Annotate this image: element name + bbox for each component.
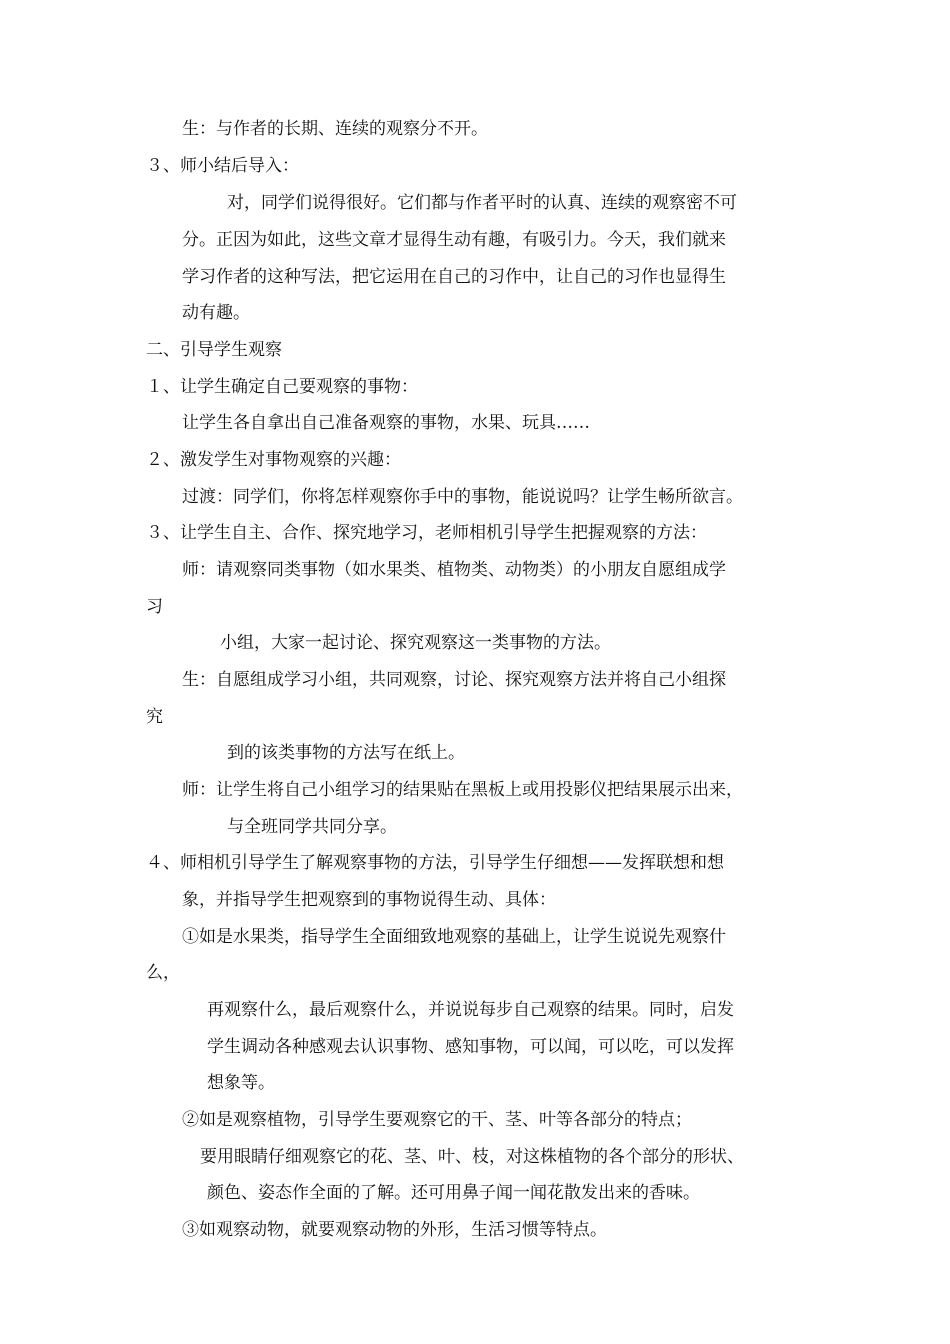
text-line: 到的该类事物的方法写在纸上。 <box>227 743 465 763</box>
text-line: 生：自愿组成学习小组，共同观察，讨论、探究观察方法并将自己小组探 <box>182 670 726 690</box>
text-line: ２、激发学生对事物观察的兴趣： <box>146 450 401 470</box>
text-line: 学生调动各种感观去认识事物、感知事物，可以闻，可以吃，可以发挥 <box>207 1037 734 1057</box>
text-line: ①如是水果类，指导学生全面细致地观察的基础上，让学生说说先观察什 <box>182 927 726 947</box>
text-line: 再观察什么，最后观察什么，并说说每步自己观察的结果。同时，启发 <box>207 1000 734 1020</box>
text-line: 小组，大家一起讨论、探究观察这一类事物的方法。 <box>220 633 611 653</box>
text-line: １、让学生确定自己要观察的事物： <box>146 377 418 397</box>
text-line: 要用眼睛仔细观察它的花、茎、叶、枝，对这株植物的各个部分的形状、 <box>200 1147 744 1167</box>
text-line: ③如观察动物，就要观察动物的外形，生活习惯等特点。 <box>182 1220 607 1240</box>
text-line: 过渡：同学们，你将怎样观察你手中的事物，能说说吗？让学生畅所欲言。 <box>182 487 743 507</box>
text-line: 对，同学们说得很好。它们都与作者平时的认真、连续的观察密不可 <box>227 193 737 213</box>
text-line: 么， <box>146 963 180 983</box>
section-heading: 二、引导学生观察 <box>146 340 282 360</box>
text-line: 究 <box>146 707 163 727</box>
text-line: ②如是观察植物，引导学生要观察它的干、茎、叶等各部分的特点； <box>182 1110 692 1130</box>
text-line: 与全班同学共同分享。 <box>227 817 397 837</box>
text-line: 分。正因为如此，这些文章才显得生动有趣，有吸引力。今天，我们就来 <box>182 230 726 250</box>
text-line: 师：让学生将自己小组学习的结果贴在黑板上或用投影仪把结果展示出来， <box>182 780 743 800</box>
text-line: 想象等。 <box>207 1073 275 1093</box>
text-line: 习 <box>146 597 163 617</box>
text-line: 师：请观察同类事物（如水果类、植物类、动物类）的小朋友自愿组成学 <box>182 560 726 580</box>
text-line: 动有趣。 <box>182 303 250 323</box>
text-line: 生：与作者的长期、连续的观察分不开。 <box>182 119 488 139</box>
text-line: ４、师相机引导学生了解观察事物的方法，引导学生仔细想——发挥联想和想 <box>146 853 724 873</box>
text-line: 让学生各自拿出自己准备观察的事物，水果、玩具…… <box>182 413 590 433</box>
text-line: ３、师小结后导入： <box>146 156 299 176</box>
text-line: 象，并指导学生把观察到的事物说得生动、具体： <box>182 890 556 910</box>
text-line: 颜色、姿态作全面的了解。还可用鼻子闻一闻花散发出来的香味。 <box>207 1183 700 1203</box>
text-line: 学习作者的这种写法，把它运用在自己的习作中，让自己的习作也显得生 <box>182 267 726 287</box>
text-line: ３、让学生自主、合作、探究地学习，老师相机引导学生把握观察的方法： <box>146 523 707 543</box>
